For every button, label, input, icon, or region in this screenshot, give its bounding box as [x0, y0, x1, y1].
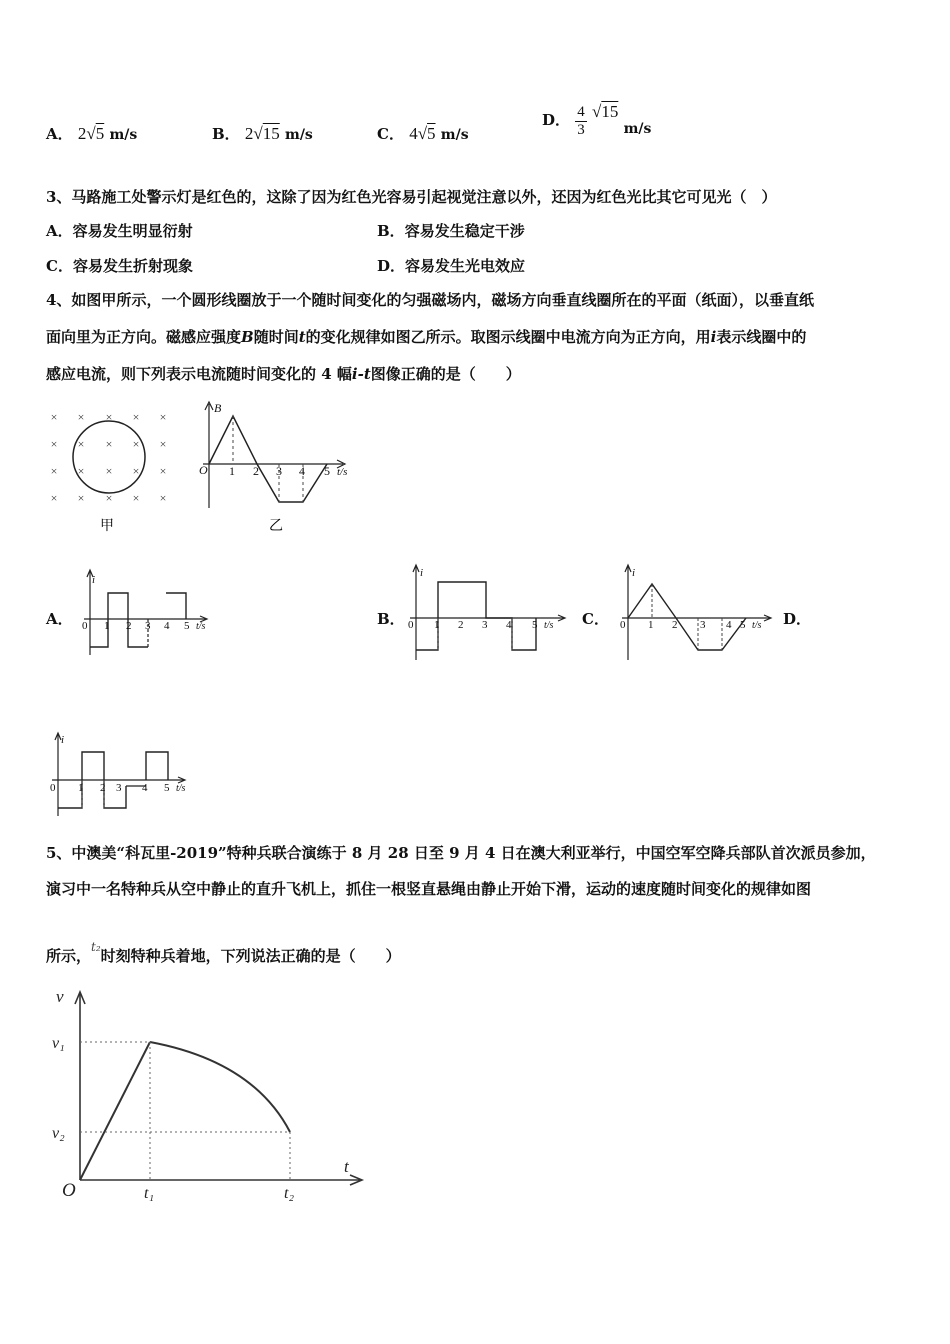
q5-stem-line3: 所示，$^{t_2}$时刻特种兵着地，下列说法正确的是（ ）	[46, 940, 401, 965]
q2-option-b-value: 2√15	[244, 124, 280, 143]
svg-text:×: ×	[105, 491, 113, 505]
q4-option-c-graph[interactable]	[612, 560, 782, 665]
q4-option-b-letter[interactable]: B．	[377, 610, 405, 628]
q4-option-a-letter[interactable]: A．	[46, 610, 73, 628]
q2-option-a-value: 2√5	[77, 124, 105, 143]
svg-text:3: 3	[482, 619, 488, 631]
svg-text:5: 5	[164, 782, 170, 794]
q4-option-a-graph[interactable]	[78, 565, 213, 665]
svg-text:t/s: t/s	[337, 466, 348, 478]
svg-text:5: 5	[532, 619, 538, 631]
svg-text:v: v	[56, 987, 64, 1006]
svg-text:×: ×	[132, 491, 140, 505]
svg-text:O: O	[62, 1180, 76, 1201]
svg-text:B: B	[214, 401, 222, 415]
svg-text:5: 5	[184, 620, 190, 632]
svg-text:1: 1	[104, 620, 110, 632]
q3-option-d[interactable]: D．容易发生光电效应	[377, 257, 526, 275]
svg-text:×: ×	[132, 464, 140, 478]
figure-yi-caption: 乙	[269, 519, 283, 534]
svg-text:t: t	[344, 1157, 349, 1176]
q5-stem-line1: 5、中澳美“科瓦里-2019”特种兵联合演练于 8 月 28 日至 9 月 4 日在澳大利亚举行，中国空军空降兵部队首次派员参加，	[46, 844, 876, 862]
svg-text:×: ×	[159, 410, 167, 424]
q3-option-a[interactable]: A．容易发生明显衍射	[46, 222, 193, 240]
svg-text:i: i	[61, 734, 65, 746]
q4-option-d-graph[interactable]	[44, 728, 199, 823]
svg-text:3: 3	[700, 619, 706, 631]
svg-text:i: i	[92, 574, 96, 586]
svg-text:×: ×	[105, 410, 113, 424]
svg-text:2: 2	[672, 619, 678, 631]
q3-stem: 3、马路施工处警示灯是红色的，这除了因为红色光容易引起视觉注意以外，还因为红色光比其它可见光（ ）	[46, 188, 777, 206]
q2-option-a[interactable]: A． 2√5 m/s	[46, 124, 138, 143]
svg-text:t/s: t/s	[176, 783, 186, 794]
q2-option-c[interactable]: C． 4√5 m/s	[377, 124, 469, 143]
svg-text:0: 0	[82, 620, 88, 632]
svg-text:1: 1	[78, 782, 84, 794]
svg-text:v₁: v₁	[52, 1035, 65, 1052]
svg-text:t/s: t/s	[544, 620, 554, 631]
field-cross: ×	[50, 410, 58, 424]
figure-jia	[40, 402, 180, 537]
q3-option-c[interactable]: C．容易发生折射现象	[46, 257, 193, 275]
svg-text:×: ×	[77, 464, 85, 478]
svg-text:×: ×	[50, 491, 58, 505]
svg-text:0: 0	[620, 619, 626, 631]
svg-text:3: 3	[276, 464, 282, 478]
svg-text:2: 2	[458, 619, 464, 631]
q2-option-d[interactable]: D． $\frac{4}{3}$ √15 m/s	[542, 102, 652, 138]
svg-text:3: 3	[145, 620, 151, 632]
svg-text:×: ×	[50, 464, 58, 478]
svg-text:×: ×	[159, 437, 167, 451]
svg-text:t/s: t/s	[196, 621, 206, 632]
coil-circle	[73, 421, 145, 493]
svg-text:i: i	[632, 567, 636, 579]
figure-jia-caption: 甲	[100, 519, 114, 534]
svg-text:0: 0	[408, 619, 414, 631]
svg-text:1: 1	[229, 464, 235, 478]
svg-text:i: i	[420, 567, 424, 579]
svg-text:O: O	[199, 463, 208, 477]
svg-text:×: ×	[132, 437, 140, 451]
svg-text:v₂: v₂	[52, 1125, 65, 1142]
svg-text:×: ×	[159, 464, 167, 478]
svg-text:×: ×	[132, 410, 140, 424]
q2-option-c-value: 4√5	[409, 124, 436, 143]
svg-text:t₂: t₂	[284, 1185, 295, 1202]
svg-text:1: 1	[648, 619, 654, 631]
svg-text:5: 5	[740, 619, 746, 631]
svg-text:×: ×	[77, 410, 85, 424]
svg-text:2: 2	[126, 620, 132, 632]
svg-text:5: 5	[324, 464, 330, 478]
svg-text:1: 1	[434, 619, 440, 631]
svg-text:×: ×	[105, 437, 113, 451]
svg-text:×: ×	[77, 491, 85, 505]
svg-text:0: 0	[50, 782, 56, 794]
svg-text:4: 4	[142, 782, 148, 794]
b-curve	[209, 416, 327, 502]
q4-stem-line3: 感应电流，则下列表示电流随时间变化的 4 幅i-t图像正确的是（ ）	[46, 365, 521, 383]
q5-stem-line2: 演习中一名特种兵从空中静止的直升飞机上，抓住一根竖直悬绳由静止开始下滑，运动的速度随时间变化的规律如图	[46, 880, 812, 898]
svg-text:4: 4	[506, 619, 512, 631]
svg-text:×: ×	[105, 464, 113, 478]
q4-option-c-letter[interactable]: C．	[582, 610, 609, 628]
q5-v-t-graph	[44, 982, 374, 1207]
svg-text:×: ×	[50, 437, 58, 451]
svg-text:4: 4	[299, 464, 305, 478]
svg-text:4: 4	[726, 619, 732, 631]
q4-option-b-graph[interactable]	[402, 560, 572, 665]
svg-text:t/s: t/s	[752, 620, 762, 631]
svg-text:×: ×	[159, 491, 167, 505]
q4-stem-line1: 4、如图甲所示，一个圆形线圈放于一个随时间变化的匀强磁场内，磁场方向垂直线圈所在的平面（纸面），以垂直纸	[46, 291, 814, 309]
svg-text:2: 2	[100, 782, 106, 794]
svg-text:4: 4	[164, 620, 170, 632]
svg-text:t₁: t₁	[144, 1185, 155, 1202]
velocity-curve	[150, 1042, 290, 1132]
svg-text:2: 2	[253, 464, 259, 478]
q2-option-b[interactable]: B． 2√15 m/s	[212, 124, 313, 143]
svg-text:×: ×	[77, 437, 85, 451]
q4-option-d-letter[interactable]: D．	[783, 610, 812, 628]
svg-text:3: 3	[116, 782, 122, 794]
q4-stem-line2: 面向里为正方向。磁感应强度B随时间t的变化规律如图乙所示。取图示线圈中电流方向为正方向，用i表示线圈中的	[46, 328, 807, 346]
figure-yi-b-t-graph	[195, 398, 360, 538]
q2-option-d-fraction: $\frac{4}{3}$	[577, 103, 585, 138]
q3-option-b[interactable]: B．容易发生稳定干涉	[377, 222, 525, 240]
